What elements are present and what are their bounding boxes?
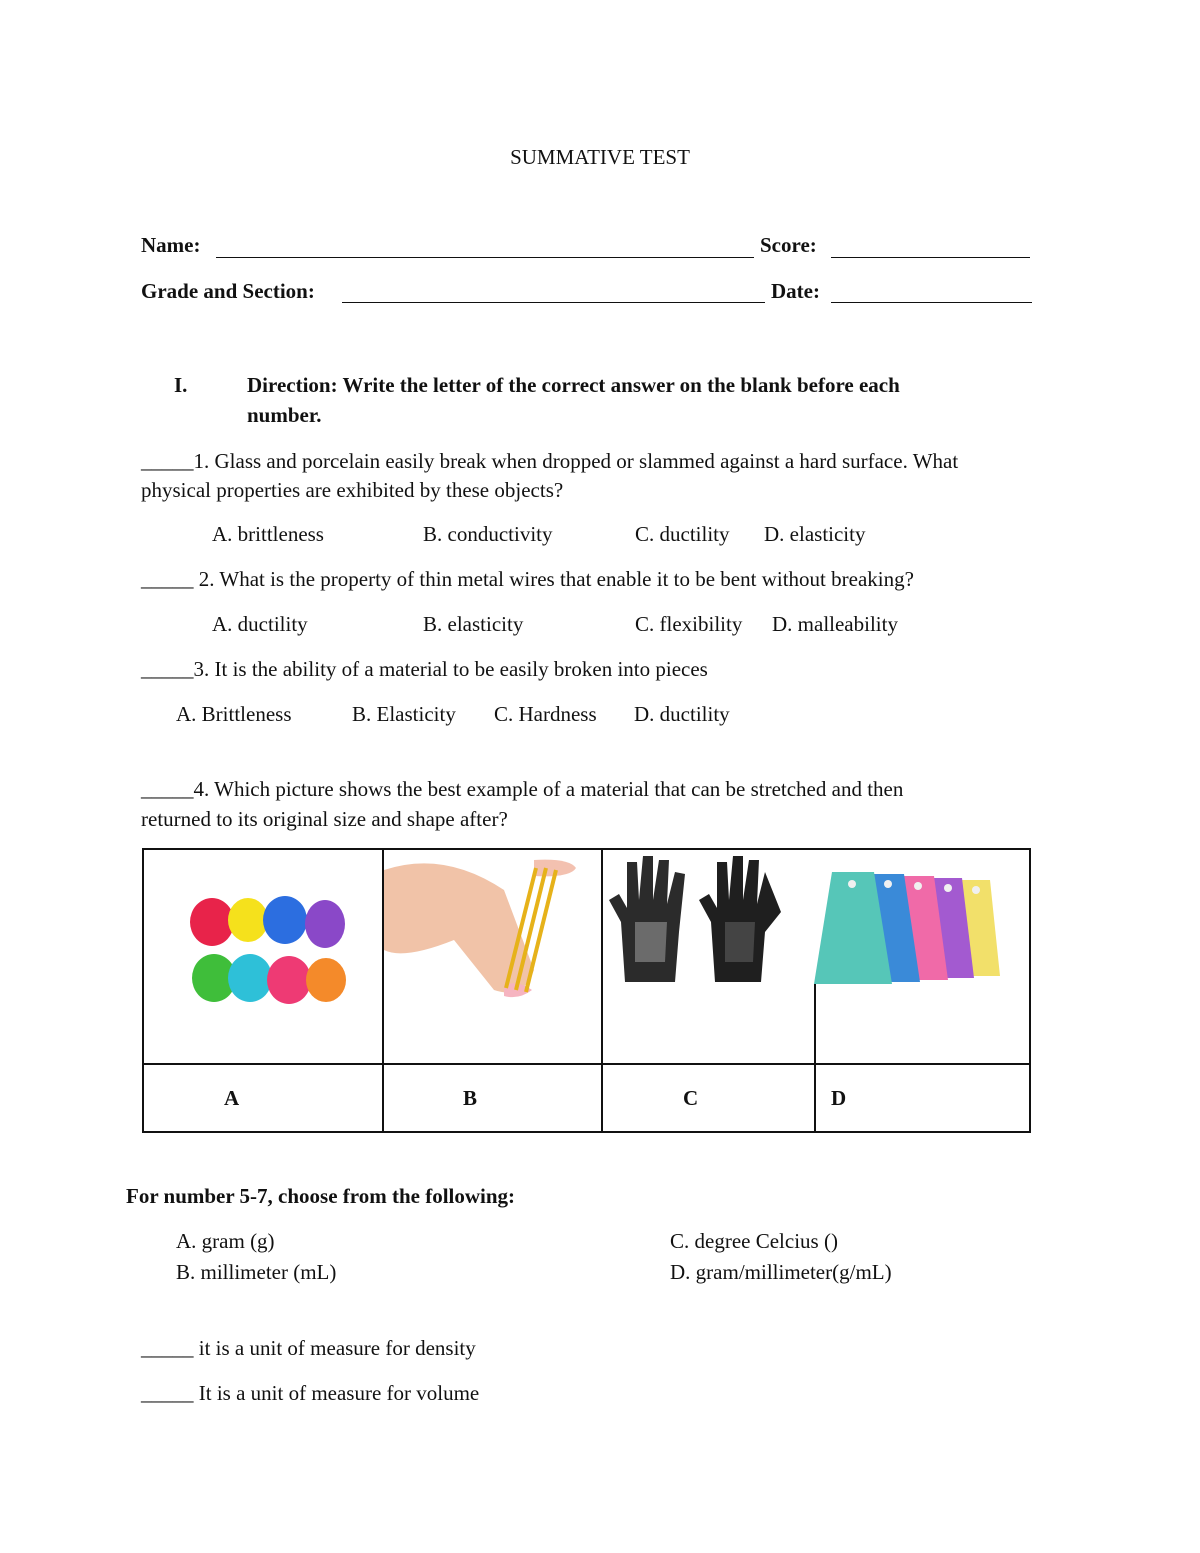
answer-cell-c — [602, 1064, 815, 1132]
picture-cell-a — [143, 849, 383, 1064]
name-blank[interactable] — [216, 257, 754, 258]
score-blank[interactable] — [831, 257, 1030, 258]
q1-choice-b: B. conductivity — [423, 522, 553, 546]
q3-choice-a: A. Brittleness — [176, 702, 292, 726]
question-3-line-1: _____3. It is the ability of a material to be easily broken into pieces — [141, 657, 708, 681]
direction-line-1: Direction: Write the letter of the correct answer on the blank before each — [247, 373, 900, 397]
q3-choice-d: D. ductility — [634, 702, 730, 726]
clay-balls-image — [188, 894, 348, 1010]
date-label: Date: — [771, 279, 820, 303]
picture-cell-c — [602, 849, 815, 1064]
q3-choice-c: C. Hardness — [494, 702, 597, 726]
gloves-image — [605, 852, 790, 984]
question-4-line-1: _____4. Which picture shows the best example of a material that can be stretched and then — [141, 777, 904, 801]
answer-cell-d — [815, 1064, 1030, 1132]
q3-choice-b: B. Elasticity — [352, 702, 456, 726]
rubber-bands-image — [384, 850, 582, 1000]
unit-item-density: _____ it is a unit of measure for density — [141, 1336, 476, 1360]
letter-d: D — [831, 1085, 847, 1110]
q1-choice-a: A. brittleness — [212, 522, 324, 546]
name-label: Name: — [141, 233, 201, 257]
section-numeral: I. — [174, 373, 188, 397]
q2-choice-c: C. flexibility — [635, 612, 743, 636]
grade-section-label: Grade and Section: — [141, 279, 315, 303]
letter-b: B — [463, 1085, 478, 1110]
unit-option-b: B. millimeter (mL) — [176, 1260, 337, 1284]
hand-towels-image — [812, 850, 1004, 984]
question-4-line-2: returned to its original size and shape after? — [141, 807, 508, 831]
picture-cell-b — [383, 849, 602, 1064]
answer-cell-b — [383, 1064, 602, 1132]
picture-table — [142, 848, 1031, 1133]
question-2-line-1: _____ 2. What is the property of thin metal wires that enable it to be bent without breaking? — [141, 567, 914, 591]
q1-choice-c: C. ductility — [635, 522, 730, 546]
letter-a: A — [224, 1085, 240, 1110]
unit-option-d: D. gram/millimeter(g/mL) — [670, 1260, 892, 1284]
letter-c: C — [683, 1085, 699, 1110]
q2-choice-a: A. ductility — [212, 612, 308, 636]
question-1-line-2: physical properties are exhibited by these objects? — [141, 478, 564, 502]
score-label: Score: — [760, 233, 817, 257]
unit-item-volume: _____ It is a unit of measure for volume — [141, 1381, 480, 1405]
grade-section-blank[interactable] — [342, 302, 765, 303]
unit-option-a: A. gram (g) — [176, 1229, 275, 1253]
q1-choice-d: D. elasticity — [764, 522, 866, 546]
q2-choice-b: B. elasticity — [423, 612, 524, 636]
unit-option-c: C. degree Celcius () — [670, 1229, 838, 1253]
q2-choice-d: D. malleability — [772, 612, 898, 636]
date-blank[interactable] — [831, 302, 1032, 303]
units-heading: For number 5-7, choose from the following: — [126, 1184, 516, 1208]
answer-cell-a — [143, 1064, 383, 1132]
page-title: SUMMATIVE TEST — [510, 145, 690, 169]
question-1-line-1: _____1. Glass and porcelain easily break when dropped or slammed against a hard surface. What — [141, 449, 959, 473]
picture-cell-d — [815, 849, 1030, 1064]
direction-line-2: number. — [247, 403, 322, 427]
